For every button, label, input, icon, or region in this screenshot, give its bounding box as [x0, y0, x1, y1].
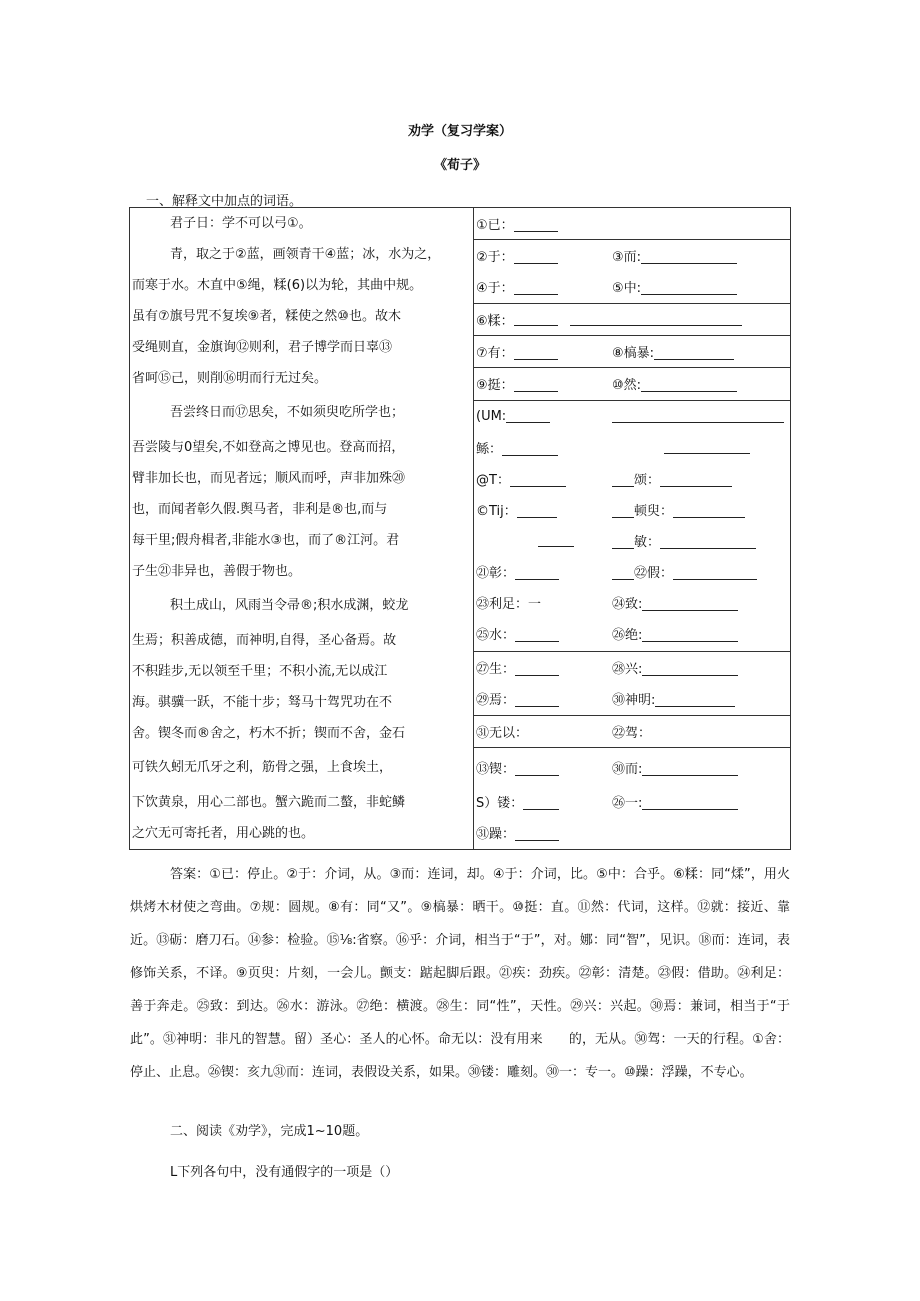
glossary-row: ㉓利足：一 ㉔致:	[474, 587, 790, 618]
glossary-row: S）镂： ㉖一:	[474, 786, 790, 817]
answer-blank[interactable]	[673, 505, 745, 518]
glossary-cell	[474, 303, 791, 335]
answer-key: 答案：①已：停止。②于：介词，从。③而：连词，却。④于：介词，比。⑤中：合乎。⑥糅：同“煣”，用火烘烤木材使之弯曲。⑦规：圆规。⑧有：同“又”。⑨槁暴：晒干。⑩挺：直。⑪然：代词，这样。⑫就：接近、靠近。⑬砺：磨刀石。⑭参：检验。⑮⅛:省察。⑯乎：介词，相当于“于”，对。娜：同“智”，见识。⑱而：连词，表修饰关系，不译。⑨页臾：片刻，一会儿。颤支：踮起脚后跟。㉑疾：劲疾。㉒彰：清楚。㉓假：借助。㉔利足：善于奔走。㉕致：到达。㉖水：游泳。㉗绝：横渡。㉘生：同“性”，天性。㉙兴：兴起。㉚焉：兼词，相当于“于此”。㉛神明：非凡的智慧。留）圣心：圣人的心怀。命无以：没有用来 的，无从。㉚驾：一天的行程。①舍：停止、止息。㉖锲：亥九㉛而：连词，表假设关系，如果。㉚镂：雕刻。㉚一：专一。⑩躁：浮躁，不专心。	[130, 867, 790, 1080]
answer-blank[interactable]	[655, 694, 735, 707]
answer-blank[interactable]	[641, 282, 737, 295]
answer-blank[interactable]	[642, 598, 738, 611]
passage-cell	[130, 208, 474, 850]
passage-line: 生焉；积善成德，而神明,自得，圣心备焉。故	[132, 633, 397, 648]
glossary-cell	[474, 336, 791, 368]
glossary-row: 鲧：	[474, 432, 790, 463]
glossary-cell	[474, 368, 791, 400]
answer-blank[interactable]	[514, 379, 558, 392]
passage-line: 不积跬步,无以领至千里；不积小流,无以成江	[132, 664, 388, 679]
glossary-row: (UM:	[474, 401, 790, 432]
answer-blank[interactable]	[612, 410, 784, 423]
answer-blank[interactable]	[664, 441, 750, 454]
passage-line: 子生㉑非异也，善假于物也。	[132, 564, 302, 579]
glossary-cell	[474, 715, 791, 747]
glossary-cell	[474, 208, 791, 240]
answer-blank[interactable]	[523, 797, 559, 810]
glossary-row: ㉕水： ㉖绝:	[474, 618, 790, 649]
answer-blank[interactable]	[642, 797, 738, 810]
passage-line: 青，取之于②蓝，画领青干④蓝；冰，水为之，	[170, 247, 441, 262]
glossary-row: 敏：	[474, 525, 790, 556]
passage-line: 可铁久蚓无爪牙之利，筋骨之强，上食埃土，	[132, 760, 393, 775]
answer-blank[interactable]	[515, 663, 559, 676]
passage-line: 吾尝终日而⑰思矣，不如须臾吃所学也；	[170, 405, 405, 420]
answer-blank[interactable]	[642, 629, 738, 642]
glossary-cell	[474, 240, 791, 304]
glossary-cell	[474, 652, 791, 716]
answer-blank[interactable]	[514, 219, 558, 232]
glossary-cell	[474, 748, 791, 850]
glossary-row: @T： 颂：	[474, 463, 790, 494]
answer-blank[interactable]	[514, 282, 558, 295]
answer-blank[interactable]	[506, 410, 550, 423]
glossary-row: ①已：	[474, 208, 790, 239]
answer-blank[interactable]	[654, 347, 734, 360]
doc-title: 劝学（复习学案）	[407, 124, 512, 139]
answer-blank[interactable]	[515, 629, 559, 642]
passage-line: 下饮黄泉，用心二部也。蟹六跪而二螯，非蛇鳞	[132, 795, 406, 810]
answer-blank[interactable]	[502, 443, 558, 456]
glossary-cell	[474, 400, 791, 651]
passage-line: 积土成山，风雨当令帚®;积水成渊，蛟龙	[170, 598, 409, 613]
answer-blank[interactable]	[515, 694, 559, 707]
passage-line: 也，而闻者彰久假.舆马者，非利是®也,而与	[132, 502, 388, 517]
passage-line: 每干里;假舟楫者,非能水③也，而了®江河。君	[132, 533, 400, 548]
answer-blank[interactable]	[538, 534, 574, 547]
answer-blank[interactable]	[642, 763, 738, 776]
exercise-table	[129, 207, 791, 850]
passage-line: 之穴无可寄托者，用心跳的也。	[132, 826, 315, 841]
answer-blank[interactable]	[612, 474, 634, 487]
glossary-row: ④于： ⑤中:	[474, 271, 790, 302]
section-heading-2: 二、阅读《劝学》，完成1~10题。	[170, 1124, 369, 1139]
answer-blank[interactable]	[514, 251, 558, 264]
glossary-row: ⑨挺： ⑩然:	[474, 368, 790, 399]
doc-author: 《荀子》	[433, 158, 486, 173]
passage-line: 吾尝陵与0望矣,不如登高之博见也。登高而招，	[132, 440, 405, 455]
glossary-row: ©Tij： 顿臾：	[474, 494, 790, 525]
answer-blank[interactable]	[612, 567, 634, 580]
passage-line: 海。骐骥一跃，不能十步；驽马十驾咒功在不	[132, 695, 393, 710]
answer-blank[interactable]	[515, 828, 559, 841]
glossary-row: ㉑彰： ㉒假：	[474, 556, 790, 587]
passage-line: 虽有⑦旗号咒不复埃⑨者，糅使之然⑩也。故木	[132, 309, 401, 324]
glossary-row: ㉗生： ㉘兴:	[474, 652, 790, 683]
passage-line: 受绳则直，金旗询⑫则利，君子博学而日辜⑬	[132, 340, 393, 355]
passage-line: 臂非加长也，而见者远；顺风而呼，声非加殊⑳	[132, 471, 406, 486]
answer-blank[interactable]	[660, 536, 756, 549]
glossary-row: ㉛躁：	[474, 817, 790, 848]
passage-line: 而寒于水。木直中⑤绳，糅(6)以为轮，其曲中规。	[132, 278, 423, 293]
glossary-row: ⑦有： ⑧槁暴:	[474, 336, 790, 367]
passage-line: 舍。锲冬而®舍之，朽木不折；锲而不舍，金石	[132, 726, 406, 741]
question-1: L下列各句中，没有通假字的一项是（）	[170, 1165, 399, 1180]
answer-blank[interactable]	[660, 474, 732, 487]
glossary-row: ⑬锲： ㉚而:	[474, 748, 790, 786]
answer-blank[interactable]	[570, 313, 742, 326]
glossary-row: ㉙焉： ㉚神明:	[474, 683, 790, 714]
glossary-row: ㉛无以： ㉒驾：	[476, 725, 652, 741]
answer-blank[interactable]	[612, 505, 634, 518]
answer-blank[interactable]	[515, 763, 559, 776]
passage-line: 省呵⑮己，则削⑯明而行无过矣。	[132, 371, 328, 386]
answer-blank[interactable]	[641, 251, 737, 264]
answer-blank[interactable]	[612, 536, 634, 549]
answer-blank[interactable]	[510, 474, 566, 487]
answer-blank[interactable]	[515, 567, 559, 580]
answer-blank[interactable]	[673, 567, 757, 580]
answer-blank[interactable]	[514, 347, 558, 360]
glossary-row: ⑥糅：	[474, 304, 790, 335]
answer-blank[interactable]	[641, 379, 737, 392]
passage-line: 君子日：学不可以弓①。	[170, 216, 312, 231]
answer-blank[interactable]	[642, 663, 738, 676]
answer-blank[interactable]	[514, 313, 558, 326]
glossary-row: ②于： ③而:	[474, 240, 790, 271]
answer-blank[interactable]	[517, 505, 557, 518]
section-heading-1: 一、解释文中加点的词语。	[146, 194, 303, 209]
